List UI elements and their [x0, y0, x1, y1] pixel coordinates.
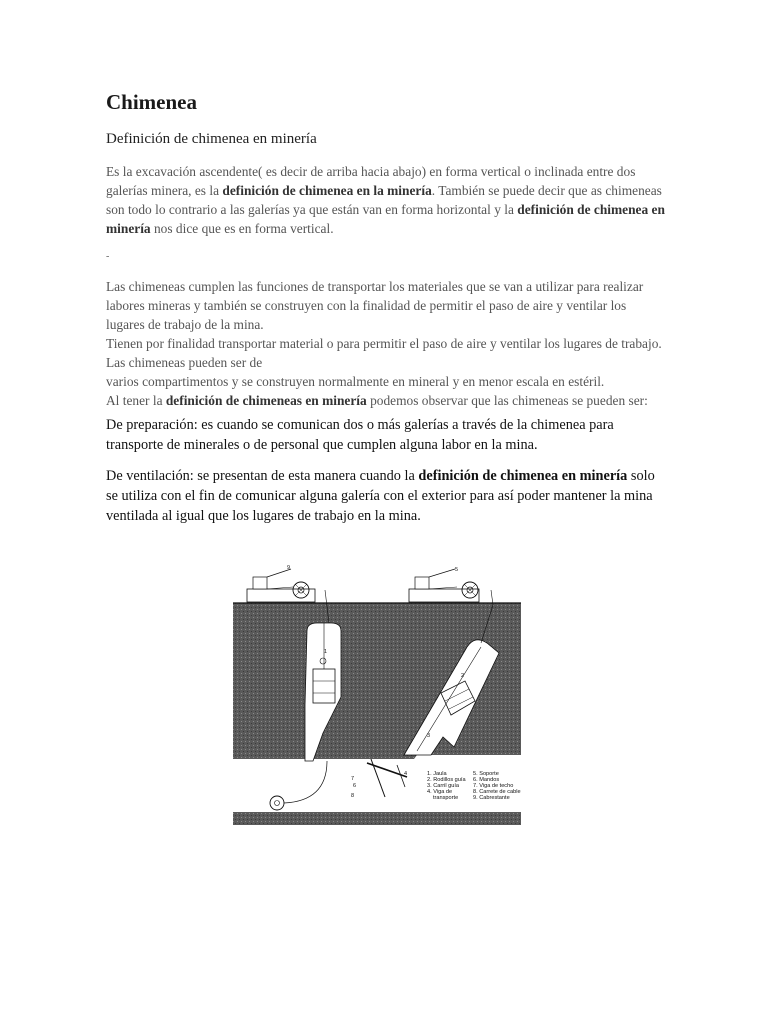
ventilacion-text-2: solo se utiliza con el fin de comunicar alguna galería con el exterior para así poder mantener la mina ventilada al igual que los lugares de trabajo en la mina. [106, 468, 655, 524]
ventilacion-text-1: De ventilación: se presentan de esta manera cuando la [106, 468, 419, 484]
label-1: 1 [324, 649, 328, 655]
separator-dash: - [106, 251, 110, 262]
legend-item: 5. Soporte [473, 771, 499, 777]
functions-line-5-bold: definición de chimeneas en minería [165, 393, 367, 408]
raise-diagram-figure [229, 565, 525, 827]
legend-item: 4. Viga de [427, 789, 453, 795]
intro-bold-2: definición de chimenea en minería [106, 202, 665, 236]
functions-line-4: varios compartimentos y se construyen normalmente en mineral y en menor escala en estéril. [106, 374, 605, 389]
label-4: 4 [404, 771, 408, 777]
functions-line-1: Las chimeneas cumplen las funciones de transportar los materiales que se van a utilizar para realizar labores mineras y también se construyen con la finalidad de permitir el paso de aire y ventilar los lugares de trabajo de la mina. [106, 279, 644, 332]
functions-line-5-text-a: Al tener la [106, 393, 166, 408]
legend-item: 2. Rodillos guía [427, 777, 466, 783]
label-2: 2 [461, 673, 465, 679]
legend-item: 6. Mandos [473, 777, 500, 783]
label-8: 8 [351, 793, 355, 799]
intro-bold-1: definición de chimenea en la minería [222, 183, 432, 198]
label-5-top: 5 [455, 567, 459, 573]
label-9-top: 9 [287, 565, 291, 571]
legend-item: 7. Viga de techo [473, 783, 514, 789]
legend-item: transporte [433, 795, 459, 801]
raise-diagram-svg [229, 565, 525, 827]
label-7: 7 [351, 776, 355, 782]
functions-line-5-text-c: podemos observar que las chimeneas se pueden ser: [366, 393, 648, 408]
ventilacion-paragraph [106, 466, 666, 526]
ventilacion-bold: definición de chimenea en minería [418, 468, 628, 484]
label-3: 3 [427, 733, 431, 739]
page-title: Chimenea [106, 90, 197, 114]
legend-item: 8. Carrete de cable [473, 789, 521, 795]
legend-item: 3. Carril guía [427, 783, 460, 789]
intro-text-2: . También se puede decir que as chimeneas son todo lo contrario a las galerías ya que están van en forma horizontal y la [106, 183, 662, 217]
label-6: 6 [353, 783, 357, 789]
functions-line-3: Las chimeneas pueden ser de [106, 355, 263, 370]
functions-line-2: Tienen por finalidad transportar material o para permitir el paso de aire y ventilar los lugares de trabajo. [106, 336, 662, 351]
legend-item: 1. Jaula [427, 771, 447, 777]
preparacion-paragraph: De preparación: es cuando se comunican dos o más galerías a través de la chimenea para transporte de minerales o de personal que cumplen alguna labor en la mina. [106, 417, 614, 453]
intro-paragraph [106, 162, 666, 238]
intro-text-3: nos dice que es en forma vertical. [150, 221, 334, 236]
section-subtitle: Definición de chimenea en minería [106, 131, 317, 147]
functions-paragraph [106, 277, 666, 410]
functions-line-5 [106, 391, 666, 410]
intro-text-1: Es la excavación ascendente( es decir de arriba hacia abajo) en forma vertical o inclinada entre dos galerías minera, es la [106, 164, 636, 198]
legend-item: 9. Cabrestante [473, 795, 510, 801]
